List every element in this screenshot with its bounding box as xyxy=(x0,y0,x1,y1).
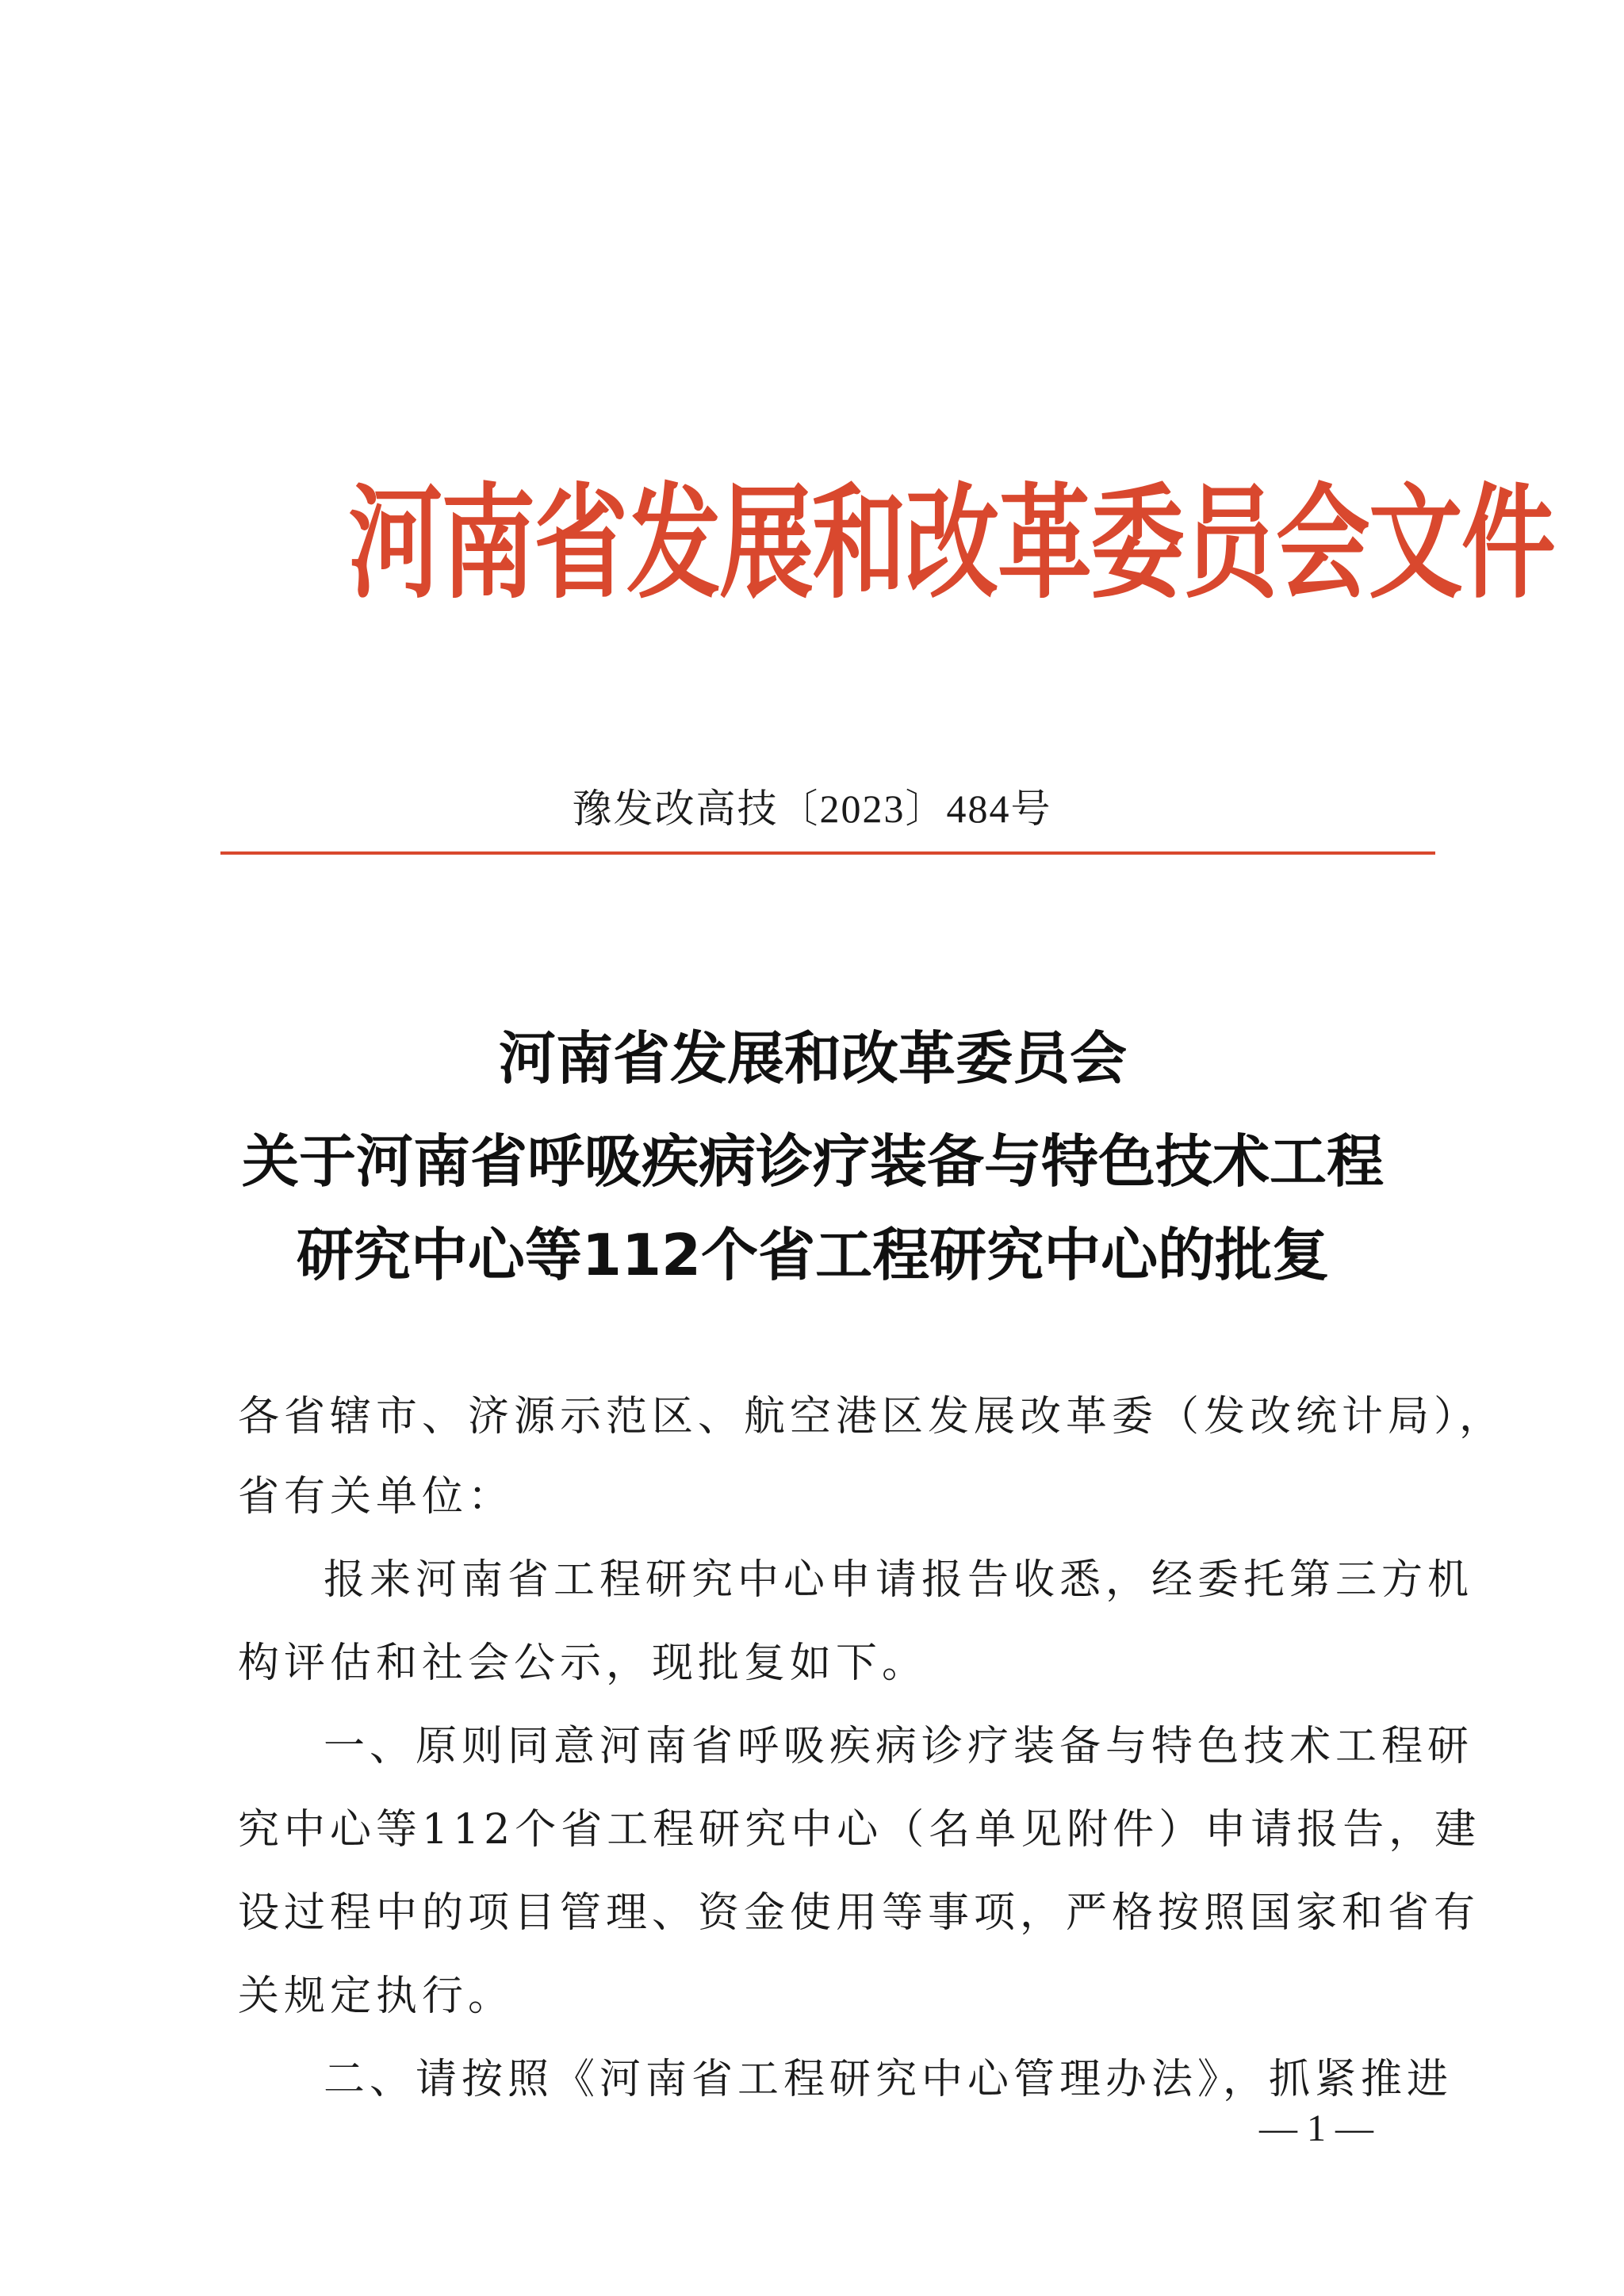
addressee-line-2: 省有关单位： xyxy=(238,1473,515,1521)
page-number: — 1 — xyxy=(1259,2107,1373,2149)
red-divider-line xyxy=(220,851,1435,855)
title-line-3: 研究中心等112个省工程研究中心的批复 xyxy=(296,1222,1330,1288)
body-line-6: 关规定执行。 xyxy=(238,1973,515,2020)
body-line-3: 一、原则同意河南省呼吸疾病诊疗装备与特色技术工程研 xyxy=(324,1723,1474,1770)
title-line-2: 关于河南省呼吸疾病诊疗装备与特色技术工程 xyxy=(241,1128,1384,1195)
body-line-1: 报来河南省工程研究中心申请报告收悉，经委托第三方机 xyxy=(324,1556,1474,1604)
body-line-4: 究中心等112个省工程研究中心（名单见附件）申请报告，建 xyxy=(238,1806,1481,1854)
body-line-2: 构评估和社会公示，现批复如下。 xyxy=(238,1640,929,1687)
body-line-5: 设过程中的项目管理、资金使用等事项，严格按照国家和省有 xyxy=(238,1889,1480,1937)
title-line-1: 河南省发展和改革委员会 xyxy=(498,1025,1127,1092)
addressee-line-1: 各省辖市、济源示范区、航空港区发展改革委（发改统计局）， xyxy=(238,1393,1506,1441)
masthead-title: 河南省发展和改革委员会文件 xyxy=(348,469,1554,616)
body-line-7: 二、请按照《河南省工程研究中心管理办法》，抓紧推进 xyxy=(324,2056,1454,2103)
document-number: 豫发改高技〔2023〕484号 xyxy=(572,786,1052,831)
